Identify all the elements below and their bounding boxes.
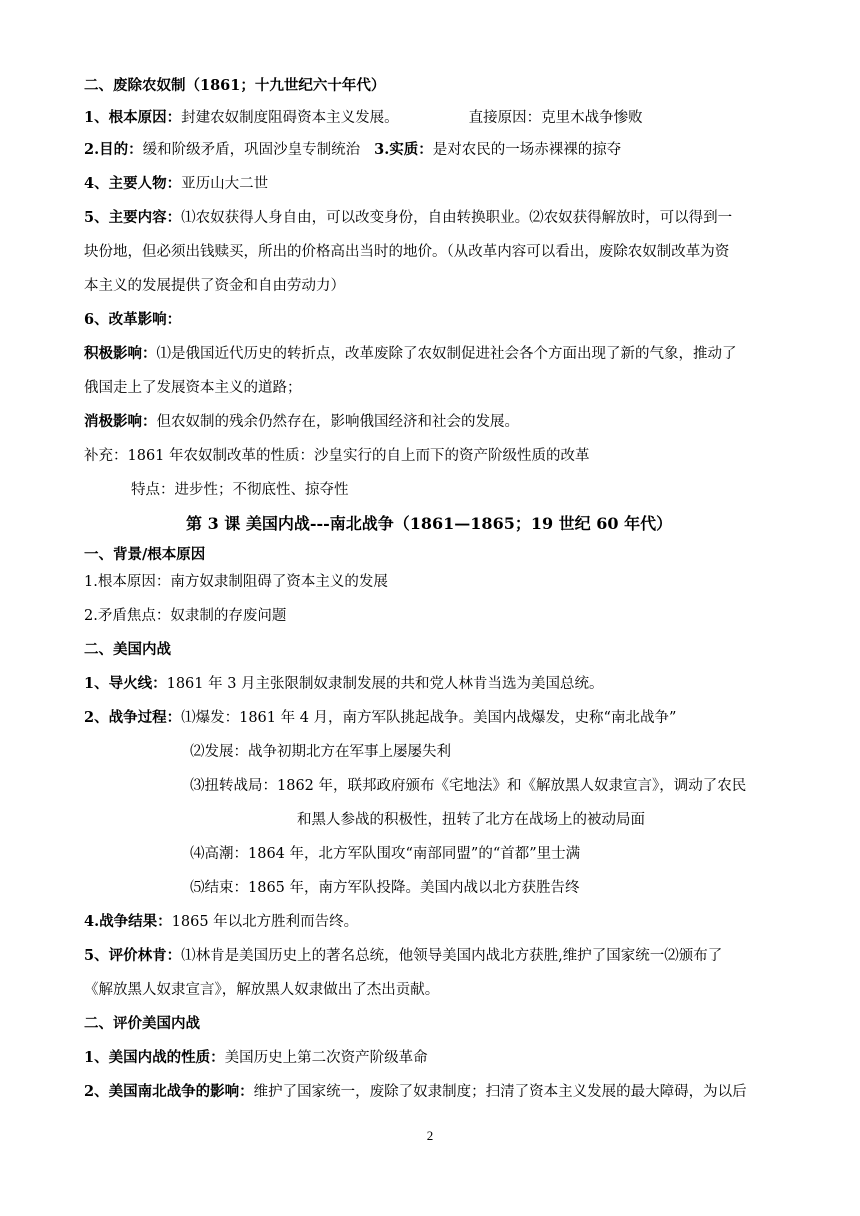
main-content-label: 5、主要内容： — [84, 209, 182, 226]
positive-impact-line-1 — [84, 344, 737, 364]
war-process-outbreak: ⑴爆发：1861 年 4 月，南方军队挑起战争。美国内战爆发，史称“南北战争” — [181, 710, 677, 726]
main-person-line — [84, 174, 268, 194]
war-nature-label: 1、美国内战的性质： — [84, 1049, 225, 1066]
positive-impact-label: 积极影响： — [84, 345, 157, 362]
lesson-title: 第 3 课 美国内战---南北战争（1861—1865；19 世纪 60 年代） — [186, 514, 673, 533]
page-number: 2 — [426, 1128, 434, 1143]
background-item-1: 1.根本原因：南方奴隶制阻碍了资本主义的发展 — [84, 574, 388, 590]
main-content-line-2: 块份地，但必须出钱赎买，所出的价格高出当时的地价。（从改革内容可以看出，废除农奴制改革为资 — [84, 244, 730, 260]
war-process-line-1 — [84, 708, 676, 728]
negative-impact-label: 消极影响： — [84, 413, 157, 430]
direct-cause-label: 直接原因： — [468, 110, 542, 126]
main-content-line-1 — [84, 208, 732, 228]
fuse-line — [84, 674, 604, 694]
war-nature-text: 美国历史上第二次资产阶级革命 — [224, 1050, 428, 1066]
main-person-label: 4、主要人物： — [84, 175, 182, 192]
main-person-text: 亚历山大二世 — [181, 176, 269, 192]
background-item-2: 2.矛盾焦点：奴隶制的存废问题 — [84, 608, 287, 624]
war-process-turning-2: 和黑人参战的积极性，扭转了北方在战场上的被动局面 — [297, 812, 645, 828]
war-process-development: ⑵发展：战争初期北方在军事上屡屡失利 — [190, 744, 451, 760]
lincoln-eval-label: 5、评价林肯： — [84, 947, 182, 964]
war-process-end: ⑸结束：1865 年，南方军队投降。美国内战以北方获胜告终 — [190, 880, 580, 896]
root-cause-label: 1、根本原因： — [84, 109, 182, 126]
fuse-text: 1861 年 3 月主张限制奴隶制发展的共和党人林肯当选为美国总统。 — [166, 676, 604, 692]
positive-impact-text-1: ⑴是俄国近代历史的转折点，改革废除了农奴制促进社会各个方面出现了新的气象，推动了 — [156, 346, 737, 362]
civil-war-heading: 二、美国内战 — [84, 641, 171, 658]
war-nature-line — [84, 1048, 428, 1068]
main-content-text-1: ⑴农奴获得人身自由，可以改变身份，自由转换职业。⑵农奴获得解放时，可以得到一 — [181, 210, 733, 226]
features-line: 特点：进步性；不彻底性、掠夺性 — [131, 482, 349, 498]
negative-impact-line — [84, 412, 519, 432]
lincoln-eval-text-1: ⑴林肯是美国历史上的著名总统，他领导美国内战北方获胜,维护了国家统一⑵颁布了 — [181, 948, 723, 964]
purpose-text: 缓和阶级矛盾，巩固沙皇专制统治 — [142, 142, 361, 158]
essence-text: 是对农民的一场赤裸裸的掠夺 — [432, 142, 622, 158]
war-influence-line — [84, 1082, 747, 1102]
purpose-line — [84, 140, 621, 160]
war-result-label: 4.战争结果： — [84, 913, 172, 930]
background-heading: 一、背景/根本原因 — [84, 546, 206, 563]
lincoln-eval-line-1 — [84, 946, 722, 966]
section-heading-serfdom: 二、废除农奴制（1861；十九世纪六十年代） — [84, 77, 386, 94]
root-cause-line — [84, 108, 643, 128]
war-result-line — [84, 912, 358, 932]
main-content-line-3: 本主义的发展提供了资金和自由劳动力） — [84, 278, 345, 294]
fuse-label: 1、导火线： — [84, 675, 167, 692]
reform-impact-label: 6、改革影响： — [84, 311, 182, 328]
positive-impact-line-2: 俄国走上了发展资本主义的道路； — [84, 380, 302, 396]
war-influence-label: 2、美国南北战争的影响： — [84, 1083, 254, 1100]
war-process-climax: ⑷高潮：1864 年，北方军队围攻“南部同盟”的“首都”里士满 — [190, 846, 581, 862]
lincoln-eval-line-2: 《解放黑人奴隶宣言》，解放黑人奴隶做出了杰出贡献。 — [84, 982, 440, 998]
root-cause-text: 封建农奴制度阻碍资本主义发展。 — [181, 110, 399, 126]
direct-cause-text: 克里木战争惨败 — [541, 110, 643, 126]
war-process-turning-1: ⑶扭转战局：1862 年，联邦政府颁布《宅地法》和《解放黑人奴隶宣言》，调动了农民 — [190, 778, 747, 794]
essence-label: 3.实质： — [374, 141, 433, 158]
war-process-label: 2、战争过程： — [84, 709, 182, 726]
negative-impact-text: 但农奴制的残余仍然存在，影响俄国经济和社会的发展。 — [156, 414, 519, 430]
supplement-line: 补充：1861 年农奴制改革的性质：沙皇实行的自上而下的资产阶级性质的改革 — [84, 448, 590, 464]
evaluate-war-heading: 二、评价美国内战 — [84, 1015, 200, 1032]
war-result-text: 1865 年以北方胜利而告终。 — [171, 914, 359, 930]
war-influence-text: 维护了国家统一，废除了奴隶制度；扫清了资本主义发展的最大障碍，为以后 — [253, 1084, 747, 1100]
purpose-label: 2.目的： — [84, 141, 143, 158]
